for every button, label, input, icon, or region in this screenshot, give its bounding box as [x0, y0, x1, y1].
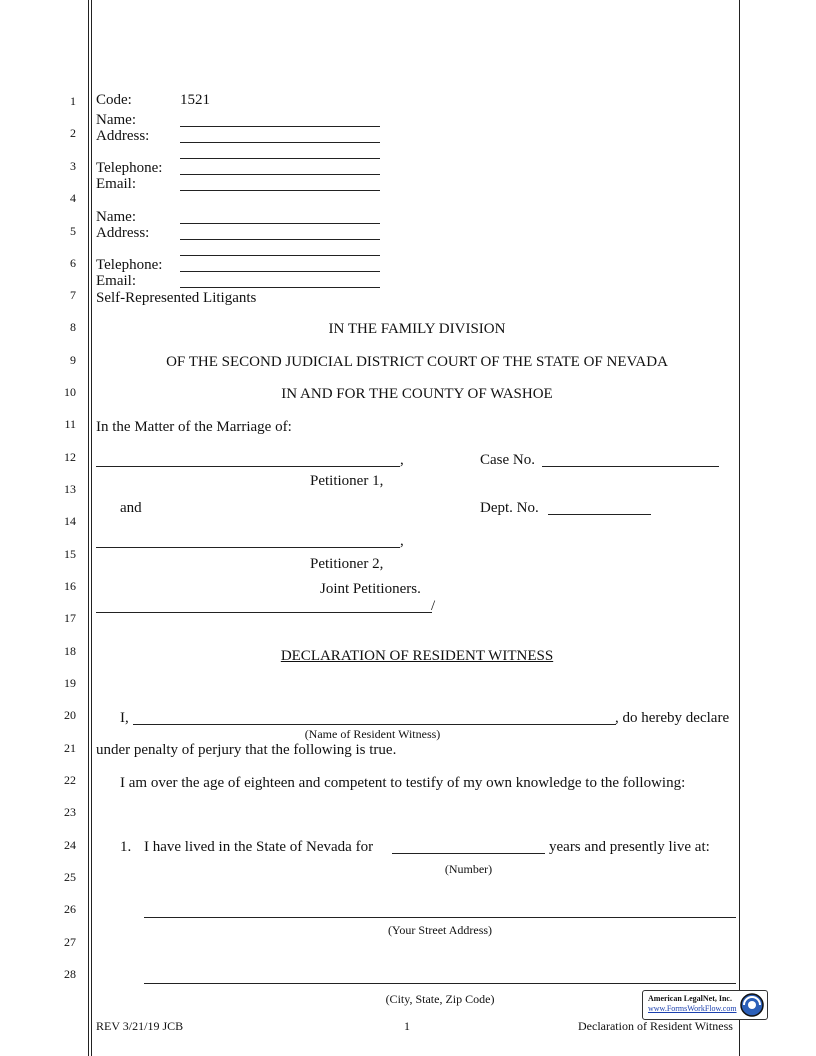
declare-suffix: , do hereby declare [615, 710, 730, 726]
line-number: 23 [64, 805, 76, 819]
address-label: Address: [96, 128, 150, 144]
email-label: Email: [96, 176, 136, 192]
logo-line-1: American LegalNet, Inc. [648, 994, 732, 1003]
page-number: 1 [404, 1019, 410, 1033]
line-number: 12 [64, 450, 76, 464]
item-1-number: 1. [120, 839, 132, 855]
i-label: I, [120, 710, 129, 726]
years-field-line[interactable] [392, 853, 545, 854]
item-1-text: I have lived in the State of Nevada for [144, 839, 374, 855]
petitioner1-name-line[interactable] [96, 466, 400, 467]
line-number: 6 [70, 256, 76, 270]
email2-field-line[interactable] [180, 287, 380, 288]
line-number: 9 [70, 353, 76, 367]
code-value: 1521 [180, 92, 210, 108]
number-caption: (Number) [444, 862, 493, 876]
line-number: 22 [64, 773, 76, 787]
footer-document-title: Declaration of Resident Witness [578, 1019, 733, 1033]
dept-no-label: Dept. No. [480, 500, 539, 516]
line-number: 27 [64, 935, 76, 949]
petitioner1-label: Petitioner 1, [310, 473, 384, 489]
street-address-field-line[interactable] [144, 917, 736, 918]
address2-field-line[interactable] [180, 239, 380, 240]
name-field-line-2[interactable] [180, 223, 380, 224]
witness-name-field-line[interactable] [133, 724, 616, 725]
telephone2-field-line[interactable] [180, 271, 380, 272]
line-number: 16 [64, 579, 76, 593]
line-number: 2 [70, 126, 76, 140]
logo-link[interactable]: www.FormsWorkFlow.com [648, 1004, 737, 1013]
address2-field-line-2[interactable] [180, 255, 380, 256]
case-no-label: Case No. [480, 452, 535, 468]
document-title [96, 648, 738, 665]
line-number: 17 [64, 611, 76, 625]
court-line-3: IN AND FOR THE COUNTY OF WASHOE [281, 386, 553, 402]
age-statement: I am over the age of eighteen and competent to testify of my own knowledge to the following: [120, 775, 686, 791]
name-label: Name: [96, 112, 136, 128]
globe-icon [739, 992, 765, 1018]
comma-2: , [400, 533, 404, 549]
dept-no-field-line[interactable] [548, 514, 651, 515]
item-1-suffix: years and presently live at: [549, 839, 710, 855]
petitioner2-name-line[interactable] [96, 547, 400, 548]
line-number: 7 [70, 288, 76, 302]
caption-slash: / [431, 598, 436, 614]
self-represented-label: Self-Represented Litigants [96, 290, 257, 306]
line-number: 18 [64, 644, 76, 658]
left-margin-rule-inner [91, 0, 92, 1056]
name-label-2: Name: [96, 209, 136, 225]
city-state-zip-field-line[interactable] [144, 983, 736, 984]
email-field-line[interactable] [180, 190, 380, 191]
line-number: 28 [64, 967, 76, 981]
line-number: 14 [64, 514, 76, 528]
comma: , [400, 452, 404, 468]
case-no-field-line[interactable] [542, 466, 719, 467]
line-number: 15 [64, 547, 76, 561]
line-number: 1 [70, 94, 76, 108]
and-label: and [120, 500, 142, 516]
penalty-statement: under penalty of perjury that the following is true. [96, 742, 397, 758]
name-field-line[interactable] [180, 126, 380, 127]
court-line-2: OF THE SECOND JUDICIAL DISTRICT COURT OF THE STATE OF NEVADA [166, 354, 668, 370]
address-field-line-2[interactable] [180, 158, 380, 159]
code-label: Code: [96, 92, 132, 108]
petitioner2-label: Petitioner 2, [310, 556, 384, 572]
witness-name-caption: (Name of Resident Witness) [304, 727, 441, 741]
legalnet-logo [642, 990, 768, 1020]
line-number: 11 [64, 417, 76, 431]
line-number: 4 [70, 191, 76, 205]
line-number: 13 [64, 482, 76, 496]
city-state-zip-caption: (City, State, Zip Code) [385, 992, 495, 1006]
caption-close-line [96, 612, 432, 613]
telephone-label: Telephone: [96, 160, 163, 176]
line-number: 26 [64, 902, 76, 916]
address-label-2: Address: [96, 225, 150, 241]
email-label-2: Email: [96, 273, 136, 289]
matter-heading: In the Matter of the Marriage of: [96, 419, 292, 435]
line-number: 19 [64, 676, 76, 690]
line-number: 25 [64, 870, 76, 884]
line-number: 20 [64, 708, 76, 722]
street-address-caption: (Your Street Address) [387, 923, 493, 937]
document-title-text: DECLARATION OF RESIDENT WITNESS [280, 648, 554, 664]
line-number: 3 [70, 159, 76, 173]
telephone-label-2: Telephone: [96, 257, 163, 273]
right-margin-rule [739, 0, 740, 1056]
line-number: 8 [70, 320, 76, 334]
address-field-line[interactable] [180, 142, 380, 143]
line-number: 10 [64, 385, 76, 399]
line-number: 21 [64, 741, 76, 755]
left-margin-rule-outer [88, 0, 89, 1056]
line-number: 5 [70, 224, 76, 238]
court-line-1: IN THE FAMILY DIVISION [328, 321, 506, 337]
line-number: 24 [64, 838, 76, 852]
telephone-field-line[interactable] [180, 174, 380, 175]
revision-label: REV 3/21/19 JCB [96, 1019, 184, 1033]
joint-petitioners-label: Joint Petitioners. [320, 581, 421, 597]
